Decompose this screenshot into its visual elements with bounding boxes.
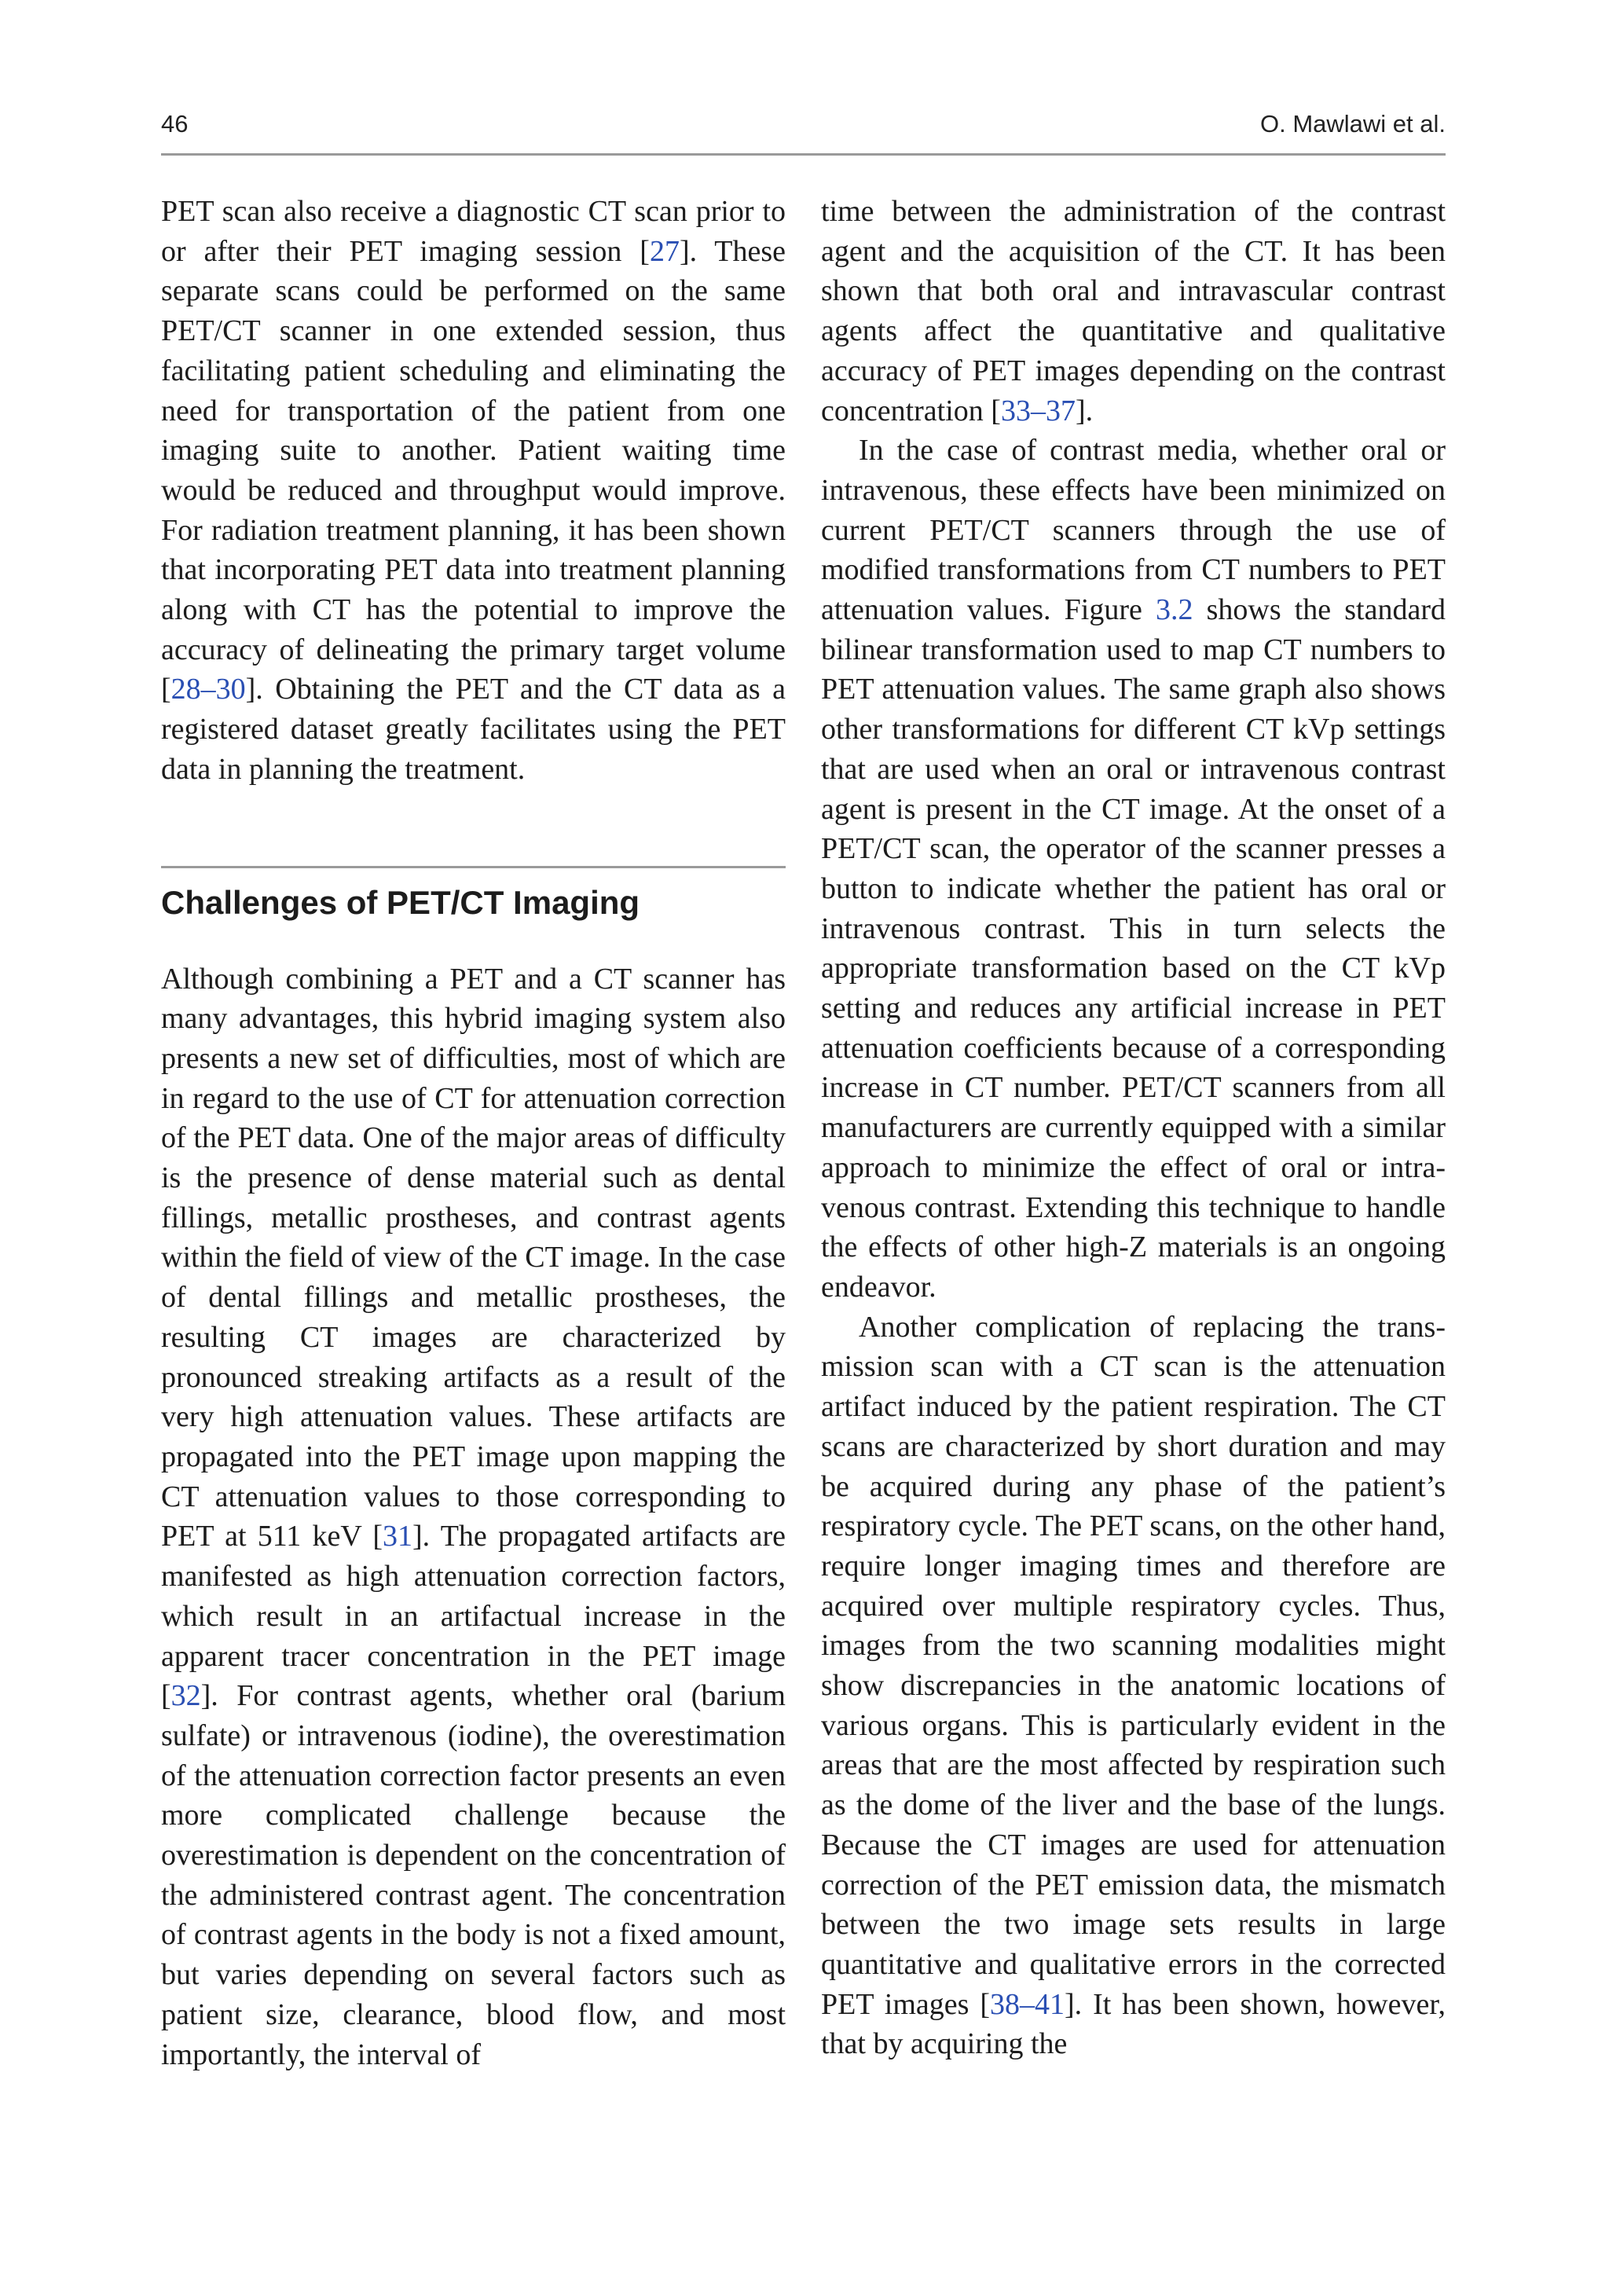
paragraph [161,192,786,790]
text-run: ]. Obtaining the PET and the CT data as a registered dataset greatly facilitates using the PET data in planning the treatment. [161,673,786,786]
text-run: Another complication of replacing the transmission scan with a CT scan is the attenuation artifact induced by the patient respiration. The CT scans are characterized by short duration and may be acquired during any phase of the patient’s respiratory cycle. The PET scans, on the other hand, require longer imaging times and therefore are acquired over multiple respiratory cycles. Thus, images from the two scanning modalities might show discrepancies in the anatomic locations of various organs. This is particularly evident in the areas that are the most affected by respiration such as the dome of the liver and the base of the lungs. Because the CT images are used for attenuation correction of the PET emission data, the mismatch between the two image sets results in large quantitative and qualitative errors in the corrected PET images [ [821,1310,1446,2021]
citation-link[interactable]: 33–37 [1000,394,1076,427]
text-run: ]. It has been shown, however, that by acquiring the [821,1987,1446,2061]
header-rule [161,153,1446,156]
citation-link[interactable]: 28–30 [170,673,246,706]
page-number: 46 [161,110,189,138]
text-run: ]. The propagated artifacts are manifested as high attenuation correction factors, which result in an artifactual increase in the apparent tracer concentration in the PET image [ [161,1520,786,1713]
paragraph [161,959,786,2075]
section-rule [161,866,786,868]
paragraph [821,192,1446,431]
right-column [821,192,1446,2064]
text-run: time between the administration of the contrast agent and the acquisition of the CT. It has been shown that both oral and intravascular contrast agents affect the quantitative and qualitative accuracy of PET images depending on the contrast concentration [ [821,195,1446,427]
citation-link[interactable]: 32 [170,1679,201,1713]
citation-link[interactable]: 27 [649,234,680,268]
running-head-authors: O. Mawlawi et al. [1259,110,1446,138]
left-column [161,192,786,2074]
text-run: In the case of contrast media, whether oral or intravenous, these effects have been minimized on current PET/CT scanners through the use of modified transformations from CT numbers to PET attenuation values. Figure [821,434,1446,627]
text-run: shows the standard bilinear transformation used to map CT numbers to PET attenuation values. The same graph also shows other transformations for different CT kVp settings that are used when an oral or intravenous contrast agent is present in the CT image. At the onset of a PET/CT scan, the operator of the scanner presses a button to indicate whether the patient has oral or intravenous contrast. This in turn selects the appropriate transformation based on the CT kVp setting and reduces any artificial increase in PET attenuation coefficients because of a corresponding increase in CT number. PET/CT scanners from all manufacturers are currently equipped with a similar approach to minimize the effect of oral or intravenous contrast. Extending this technique to handle the effects of other high-Z materials is an ongoing endeavor. [821,593,1446,1304]
citation-link[interactable]: 38–41 [990,1987,1065,2021]
figure-link[interactable]: 3.2 [1155,593,1193,627]
section-heading: Challenges of PET/CT Imaging [161,883,640,921]
paragraph [821,1308,1446,2064]
text-run: ]. These separate scans could be performed on the same PET/CT scanner in one extended session, thus facilitating patient scheduling and eliminating the need for transportation of the patient from one imaging suite to another. Patient waiting time would be reduced and throughput would improve. For radiation treatment planning, it has been shown that incorporating PET data into treatment planning along with CT has the potential to improve the accuracy of delineating the primary target volume [ [161,234,786,706]
citation-link[interactable]: 31 [383,1520,413,1553]
paragraph [821,431,1446,1307]
text-run: ]. For contrast agents, whether oral (barium sulfate) or intravenous (iodine), the overestimation of the attenuation correction factor presents an even more complicated challenge because the overestimation is dependent on the concentration of the administered contrast agent. The concentration of contrast agents in the body is not a fixed amount, but varies depending on several factors such as patient size, clearance, blood flow, and most importantly, the interval of [161,1679,786,2071]
text-run: PET scan also receive a diagnostic CT scan prior to or after their PET imaging session [ [161,195,786,268]
text-run: Although combining a PET and a CT scanner has many advantages, this hybrid imaging system also presents a new set of difficulties, most of which are in regard to the use of CT for attenuation correction of the PET data. One of the major areas of difficulty is the presence of dense material such as dental fillings, metallic prostheses, and contrast agents within the field of view of the CT image. In the case of dental fillings and metallic prostheses, the resulting CT images are characterized by pronounced streaking artifacts as a result of the very high attenuation values. These artifacts are propagated into the PET image upon mapping the CT attenuation values to those corresponding to PET at 511 keV [ [161,962,786,1553]
text-run: ]. [1075,394,1094,427]
